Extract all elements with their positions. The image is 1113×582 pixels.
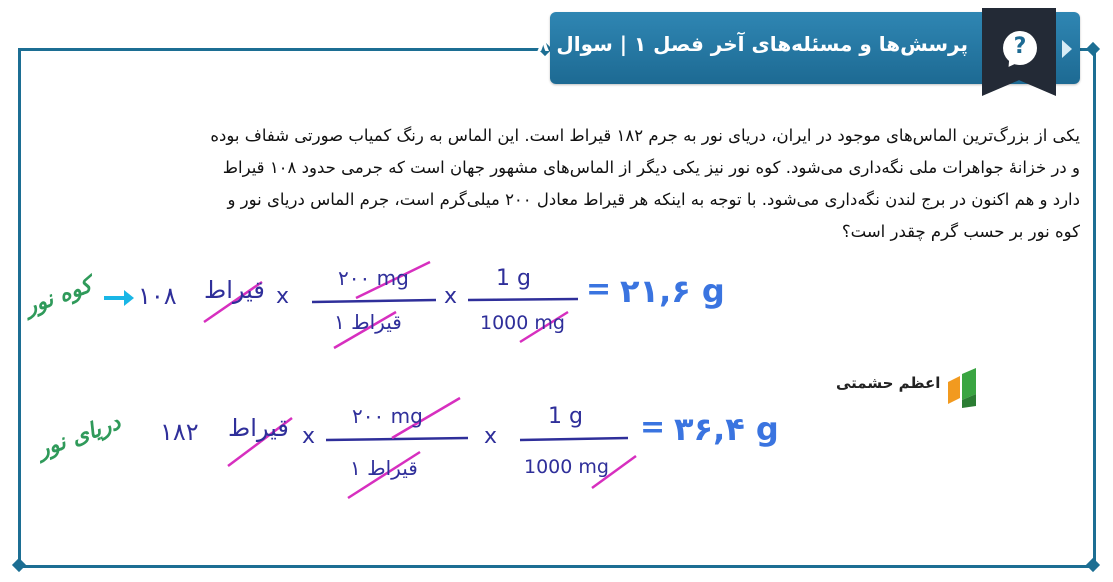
solution-quantity: ۱۸۲: [160, 418, 199, 446]
arrow-head: [124, 290, 134, 306]
solution-result: ۲۱,۶ g: [620, 272, 725, 310]
fraction-denominator: 1000 mg: [524, 456, 609, 478]
question-line: و در خزانهٔ جواهرات ملی نگه‌داری می‌شود. کوه نور نیز یکی دیگر از الماس‌های مشهور جهان است که جرمی حدود ۱۰۸ قیراط: [222, 158, 1080, 177]
fraction-denominator: ۱ قیراط: [334, 310, 402, 334]
solution-unit: قیراط: [204, 276, 265, 304]
page-title: پرسش‌ها و مسئله‌های آخر فصل ۱ | سوال ۸: [537, 32, 968, 56]
question-line: یکی از بزرگ‌ترین الماس‌های موجود در ایران، دریای نور به جرم ۱۸۲ قیراط است. این الماس به رنگ کمیاب صورتی شفاف بوده: [210, 126, 1080, 145]
multiply-sign: x: [484, 424, 498, 449]
logo-name: اعظم حشمتی: [836, 374, 941, 392]
fraction-numerator: 1 g: [496, 266, 531, 291]
fraction-numerator: ۲۰۰ mg: [338, 266, 409, 290]
solution-label-koh-noor: کوه نور: [21, 272, 96, 321]
multiply-sign: x: [302, 424, 316, 449]
fraction-bar: [468, 299, 578, 300]
question-line: دارد و هم اکنون در برج لندن نگه‌داری می‌شود. با توجه به اینکه هر قیراط معادل ۲۰۰ میلی‌گرم است، جرم الماس دریای نور و: [227, 190, 1080, 209]
solution-quantity: ۱۰۸: [138, 282, 177, 310]
fraction-bar: [326, 438, 468, 440]
fraction-bar: [520, 438, 628, 440]
fraction-denominator: ۱ قیراط: [350, 456, 418, 480]
question-line: کوه نور بر حسب گرم چقدر است؟: [841, 222, 1080, 241]
multiply-sign: x: [444, 284, 458, 309]
fraction-numerator: ۲۰۰ mg: [352, 404, 423, 428]
fraction-numerator: 1 g: [548, 404, 583, 429]
fraction-denominator: 1000 mg: [480, 312, 565, 334]
question-mark-icon: ?: [1013, 34, 1027, 59]
solution-label-darya-noor: دریای نور: [34, 410, 124, 463]
fraction-bar: [312, 300, 436, 302]
solution-unit: قیراط: [228, 414, 289, 442]
solution-result: ۳۶,۴ g: [674, 410, 779, 448]
equals-sign: =: [586, 272, 612, 307]
equals-sign: =: [640, 410, 666, 445]
multiply-sign: x: [276, 284, 290, 309]
